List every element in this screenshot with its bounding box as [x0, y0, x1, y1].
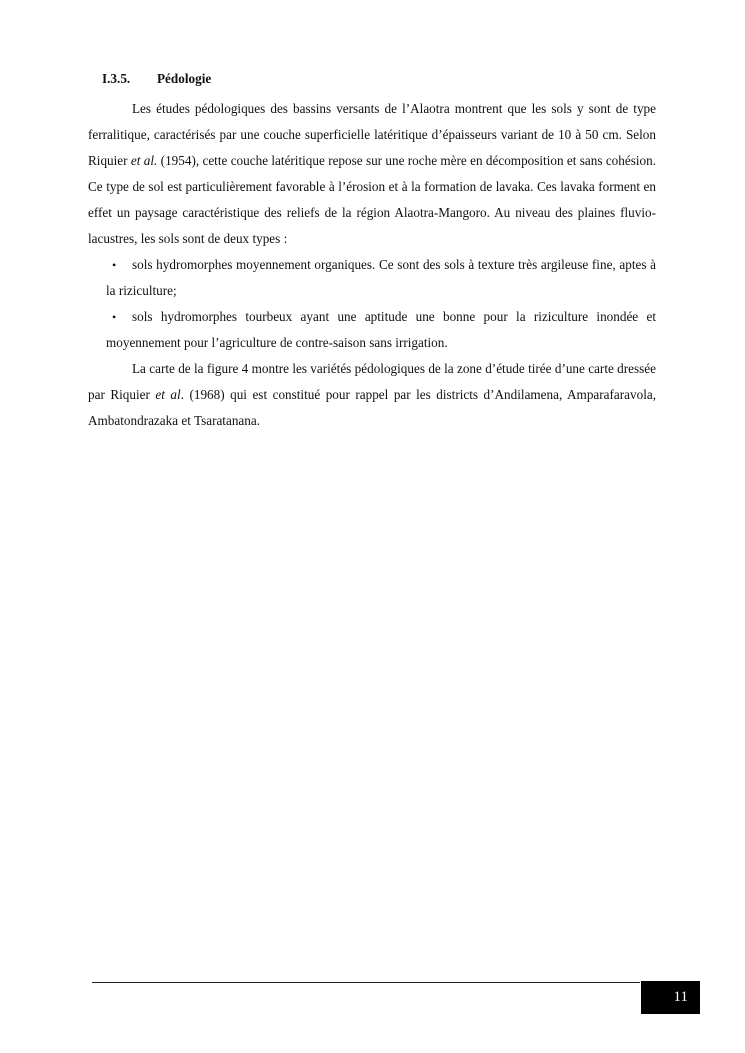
paragraph-text: (1954), cette couche latéritique repose sur une roche mère en décomposition et sans cohésion. Ce type de sol est particulièrement favorable à l’érosion et à la formation de lavaka. Ces lavaka forment en effet un paysage caractéristique des reliefs de la région Alaotra-Mangoro. Au niveau des plaines fluvio-lacustres, les sols sont de deux types :	[88, 153, 656, 246]
list-item-text: sols hydromorphes tourbeux ayant une aptitude une bonne pour la riziculture inondée et moyennement pour l’agriculture de contre-saison sans irrigation.	[106, 309, 656, 350]
list-item-text: sols hydromorphes moyennement organiques. Ce sont des sols à texture très argileuse fine, aptes à la riziculture;	[106, 257, 656, 298]
paragraph-text: . (1968) qui est constitué pour rappel par les districts d’Andilamena, Amparafaravola, Ambatondrazaka et Tsaratanana.	[88, 387, 657, 428]
paragraph-text: Les études pédologiques des bassins versants de l’Alaotra montrent que les sols y sont de type ferralitique, caractérisés par une couche superficielle latéritique d’épaisseurs variant de 10 à 50 cm. Selon Riquier	[88, 101, 656, 168]
citation-et-al: et al.	[130, 153, 158, 168]
bullet-icon: •	[112, 258, 117, 272]
list-item	[106, 304, 656, 356]
section-number: I.3.5.	[102, 71, 131, 86]
paragraph-map-description	[88, 356, 656, 434]
list-item	[106, 252, 656, 304]
page-number: 11	[641, 981, 700, 1014]
paragraph-soils-overview	[88, 96, 656, 252]
soil-types-list	[88, 252, 656, 356]
section-heading	[102, 70, 211, 88]
body-text	[88, 96, 656, 434]
section-title: Pédologie	[157, 71, 212, 86]
footer-divider	[92, 982, 640, 983]
citation-et-al: et al	[155, 387, 181, 402]
bullet-icon: •	[112, 310, 117, 324]
paragraph-text: La carte de la figure 4 montre les variétés pédologiques de la zone d’étude tirée d’une carte dressée par Riquier	[88, 361, 656, 402]
